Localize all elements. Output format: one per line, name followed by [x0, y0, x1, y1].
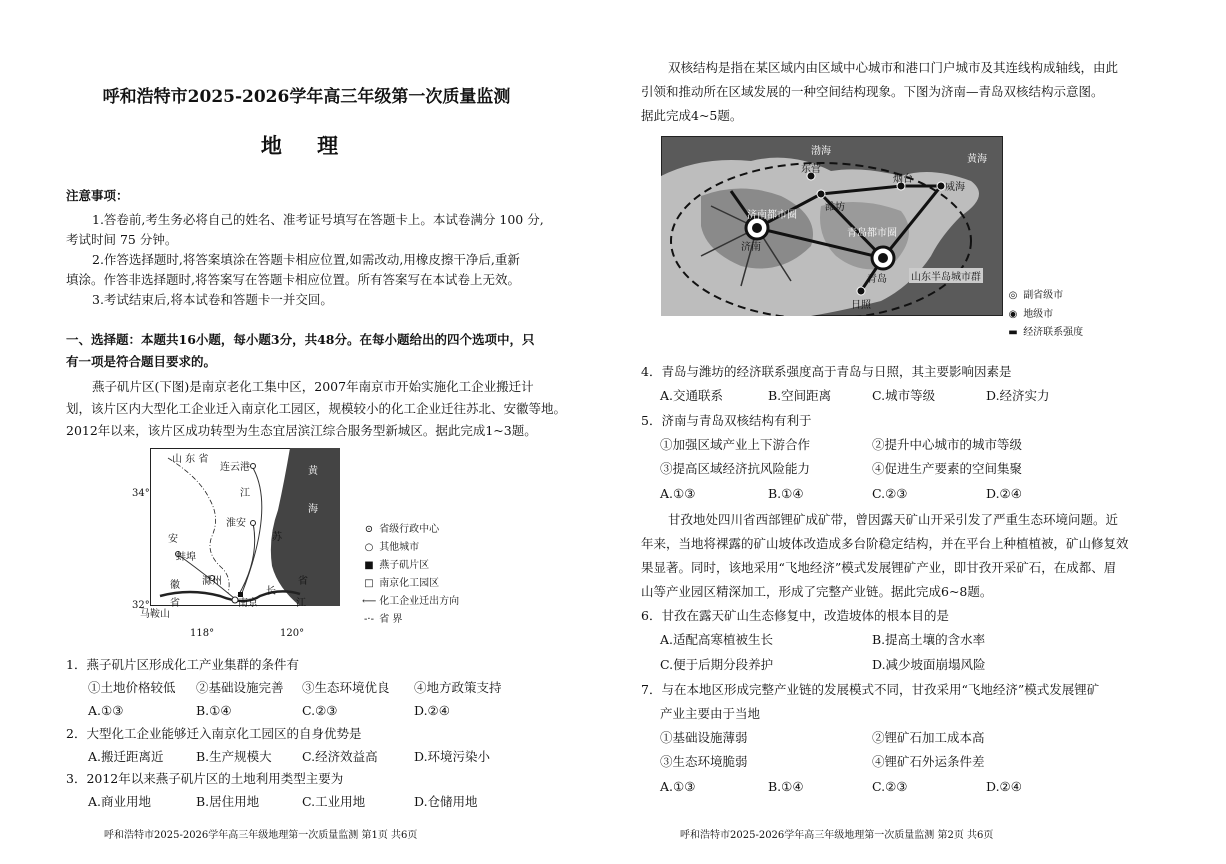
q5-option-a[interactable]: A.①③	[660, 486, 696, 501]
q1-item-1: ①土地价格较低	[88, 680, 176, 695]
notice-heading: 注意事项：	[66, 188, 129, 203]
map-label-lianyungang: 连云港	[220, 462, 250, 473]
arrow-icon: ⟵	[362, 596, 377, 607]
q1-option-a[interactable]: A.①③	[88, 703, 124, 718]
q4-option-c[interactable]: C.城市等级	[872, 388, 936, 403]
map-label-qingdao: 青岛	[867, 274, 887, 285]
q1-item-4: ④地方政策支持	[414, 680, 502, 695]
q5-item-1: ①加强区域产业上下游合作	[660, 437, 811, 452]
map-label-shandong: 山 东 省	[172, 454, 209, 465]
section-title-line-2: 有一项是符合题目要求的。	[66, 354, 217, 369]
q7-option-d[interactable]: D.②④	[986, 779, 1022, 794]
jinan-qingdao-map	[661, 136, 1003, 316]
footer-page-2: 呼和浩特市2025-2026学年高三年级地理第一次质量监测 第2页 共6页	[680, 830, 994, 841]
passage3-line-4: 山等产业园区精深加工，形成了完整产业链。据此完成6~8题。	[641, 584, 993, 599]
q5-option-d[interactable]: D.②④	[986, 486, 1022, 501]
map-label-sheng: 省	[298, 576, 308, 587]
map-label-chang: 长	[266, 586, 276, 597]
map-label-nanjing: 南京	[238, 598, 258, 609]
notice-line-2: 考试时间 75 分钟。	[66, 232, 178, 247]
map-label-weifang: 潍坊	[825, 202, 845, 213]
passage2-line-3: 据此完成4~5题。	[641, 108, 743, 123]
passage2-line-1: 双核结构是指在某区域内由区域中心城市和港口门户城市及其连线构成轴线，由此	[668, 60, 1119, 75]
q7-item-4: ④锂矿石外运条件差	[872, 754, 985, 769]
q6-option-c[interactable]: C.便于后期分段养护	[660, 657, 774, 672]
q7-option-b[interactable]: B.①④	[768, 779, 804, 794]
q6-option-d[interactable]: D.减少坡面崩塌风险	[872, 657, 986, 672]
map-label-huanghai: 黄海	[967, 154, 987, 165]
exam-title: 呼和浩特市2025-2026学年高三年级第一次质量监测	[102, 87, 511, 107]
map-label-su: 苏	[272, 532, 282, 543]
map-label-lat32: 32°	[132, 600, 150, 611]
prefecture-city-icon: ◉	[1008, 309, 1018, 320]
map-label-jinan-circle: 济南都市圈	[747, 210, 797, 221]
question-1: 1．燕子矶片区形成化工产业集群的条件有	[66, 657, 299, 672]
sub-provincial-city-icon: ◎	[1008, 290, 1018, 301]
map-label-bohai: 渤海	[811, 146, 831, 157]
map-label-qingdao-circle: 青岛都市圈	[847, 228, 897, 239]
map-label-jiang: 江	[240, 488, 250, 499]
q4-option-a[interactable]: A.交通联系	[660, 388, 724, 403]
map-label-chuzhou: 滁州	[202, 576, 222, 587]
boundary-line-icon: -·-	[364, 614, 374, 625]
legend-1-other-city: ○ 其他城市	[362, 538, 419, 553]
question-4: 4．青岛与潍坊的经济联系强度高于青岛与日照，其主要影响因素是	[641, 364, 1012, 379]
legend-1-chem-park: □ 南京化工园区	[362, 574, 439, 589]
jinan-qingdao-map-graphic	[661, 136, 1003, 316]
question-2: 2．大型化工企业能够迁入南京化工园区的自身优势是	[66, 726, 362, 741]
passage1-line-1: 燕子矶片区(下图)是南京老化工集中区，2007年南京市开始实施化工企业搬迁计	[92, 379, 534, 394]
section-title-line-1: 一、选择题：本题共16小题，每小题3分，共48分。在每小题给出的四个选项中，只	[66, 332, 535, 347]
map-label-lon120: 120°	[280, 628, 305, 639]
q2-option-a[interactable]: A.搬迁距离近	[88, 749, 164, 764]
filled-square-icon: ■	[364, 560, 374, 571]
question-7-line-1: 7．与在本地区形成完整产业链的发展模式不同，甘孜采用“飞地经济”模式发展锂矿	[641, 682, 1100, 697]
map-label-lon118: 118°	[190, 628, 215, 639]
q5-item-3: ③提高区域经济抗风险能力	[660, 461, 811, 476]
legend-1-yanziji: ■ 燕子矶片区	[362, 556, 429, 571]
provincial-capital-icon: ⊙	[364, 524, 374, 535]
legend-1-provincial-capital: ⊙ 省级行政中心	[362, 520, 439, 535]
map-label-maanshan: 马鞍山	[140, 609, 170, 620]
question-7-line-2: 产业主要由于当地	[660, 706, 761, 721]
jiangsu-map	[150, 448, 340, 609]
map-label-jinan: 济南	[741, 242, 761, 253]
map-label-sheng2: 省	[170, 598, 180, 609]
map-label-hui: 徽	[170, 580, 180, 591]
q4-option-d[interactable]: D.经济实力	[986, 388, 1050, 403]
subject-title: 地 理	[260, 133, 353, 158]
q1-option-b[interactable]: B.①④	[196, 703, 232, 718]
question-5: 5．济南与青岛双核结构有利于	[641, 413, 812, 428]
q2-option-c[interactable]: C.经济效益高	[302, 749, 378, 764]
q3-option-d[interactable]: D.仓储用地	[414, 794, 478, 809]
q5-item-2: ②提升中心城市的城市等级	[872, 437, 1023, 452]
map-label-weihai: 威海	[945, 182, 965, 193]
passage3-line-2: 年来，当地将裸露的矿山坡体改造成多台阶稳定结构，并在平台上种植植被，矿山修复效	[641, 536, 1129, 551]
q3-option-a[interactable]: A.商业用地	[88, 794, 152, 809]
notice-line-3: 2.作答选择题时,将答案填涂在答题卡相应位置,如需改动,用橡皮擦干净后,重新	[92, 252, 520, 267]
q1-option-c[interactable]: C.②③	[302, 703, 338, 718]
map-label-jiang2: 江	[296, 598, 306, 609]
passage3-line-3: 果显著。同时，该地采用“飞地经济”模式发展锂矿产业，即甘孜开采矿石，在成都、眉	[641, 560, 1117, 575]
q7-option-c[interactable]: C.②③	[872, 779, 908, 794]
map-label-peninsula: 山东半岛城市群	[909, 268, 983, 283]
passage3-line-1: 甘孜地处四川省西部锂矿成矿带，曾因露天矿山开采引发了严重生态环境问题。近	[668, 512, 1119, 527]
q1-option-d[interactable]: D.②④	[414, 703, 450, 718]
question-3: 3．2012年以来燕子矶片区的土地利用类型主要为	[66, 771, 344, 786]
map-label-dongying: 东营	[801, 164, 821, 175]
passage1-line-3: 2012年以来，该片区成功转型为生态宜居滨江综合服务型新城区。据此完成1~3题。	[66, 423, 537, 438]
q3-option-b[interactable]: B.居住用地	[196, 794, 260, 809]
q7-item-2: ②锂矿石加工成本高	[872, 730, 985, 745]
q2-option-d[interactable]: D.环境污染小	[414, 749, 491, 764]
legend-1-relocation: ⟵ 化工企业迁出方向	[362, 596, 460, 607]
legend-2-prefecture: ◉ 地级市	[1006, 305, 1053, 320]
map-label-bengbu: 蚌埠	[176, 552, 196, 563]
passage1-line-2: 划，该片区内大型化工企业迁入南京化工园区，规模较小的化工企业迁往苏北、安徽等地。	[66, 401, 567, 416]
legend-1-boundary: -·- 省 界	[362, 610, 402, 625]
map-label-huaian: 淮安	[226, 518, 246, 529]
q3-option-c[interactable]: C.工业用地	[302, 794, 366, 809]
legend-2-sub-provincial: ◎ 副省级市	[1006, 286, 1063, 301]
q7-option-a[interactable]: A.①③	[660, 779, 696, 794]
q7-item-1: ①基础设施薄弱	[660, 730, 748, 745]
map-label-huang: 黄	[308, 466, 318, 477]
notice-line-4: 填涂。作答非选择题时,将答案写在答题卡相应位置。所有答案写在本试卷上无效。	[66, 272, 520, 287]
legend-2-linkage: ▬ 经济联系强度	[1006, 323, 1083, 338]
q7-item-3: ③生态环境脆弱	[660, 754, 748, 769]
city-icon: ○	[364, 542, 374, 553]
q1-item-2: ②基础设施完善	[196, 680, 284, 695]
map-label-hai: 海	[308, 504, 318, 515]
map-label-yantai: 烟台	[893, 174, 913, 185]
q5-option-b[interactable]: B.①④	[768, 486, 804, 501]
passage2-line-2: 引领和推动所在区域发展的一种空间结构现象。下图为济南—青岛双核结构示意图。	[641, 84, 1104, 99]
map-label-lat34: 34°	[132, 488, 150, 499]
map-label-an: 安	[168, 534, 178, 545]
map-label-rizhao: 日照	[851, 300, 871, 311]
q6-option-a[interactable]: A.适配高寒植被生长	[660, 632, 774, 647]
notice-line-1: 1.答卷前,考生务必将自己的姓名、准考证号填写在答题卡上。本试卷满分 100 分,	[92, 212, 544, 227]
q1-item-3: ③生态环境优良	[302, 680, 390, 695]
q5-option-c[interactable]: C.②③	[872, 486, 908, 501]
q5-item-4: ④促进生产要素的空间集聚	[872, 461, 1023, 476]
q2-option-b[interactable]: B.生产规模大	[196, 749, 272, 764]
q4-option-b[interactable]: B.空间距离	[768, 388, 832, 403]
hollow-square-icon: □	[364, 578, 374, 589]
question-6: 6．甘孜在露天矿山生态修复中，改造坡体的根本目的是	[641, 608, 949, 623]
notice-line-5: 3.考试结束后,将本试卷和答题卡一并交回。	[92, 292, 333, 307]
footer-page-1: 呼和浩特市2025-2026学年高三年级地理第一次质量监测 第1页 共6页	[104, 830, 418, 841]
thick-line-icon: ▬	[1008, 327, 1018, 338]
q6-option-b[interactable]: B.提高土壤的含水率	[872, 632, 986, 647]
